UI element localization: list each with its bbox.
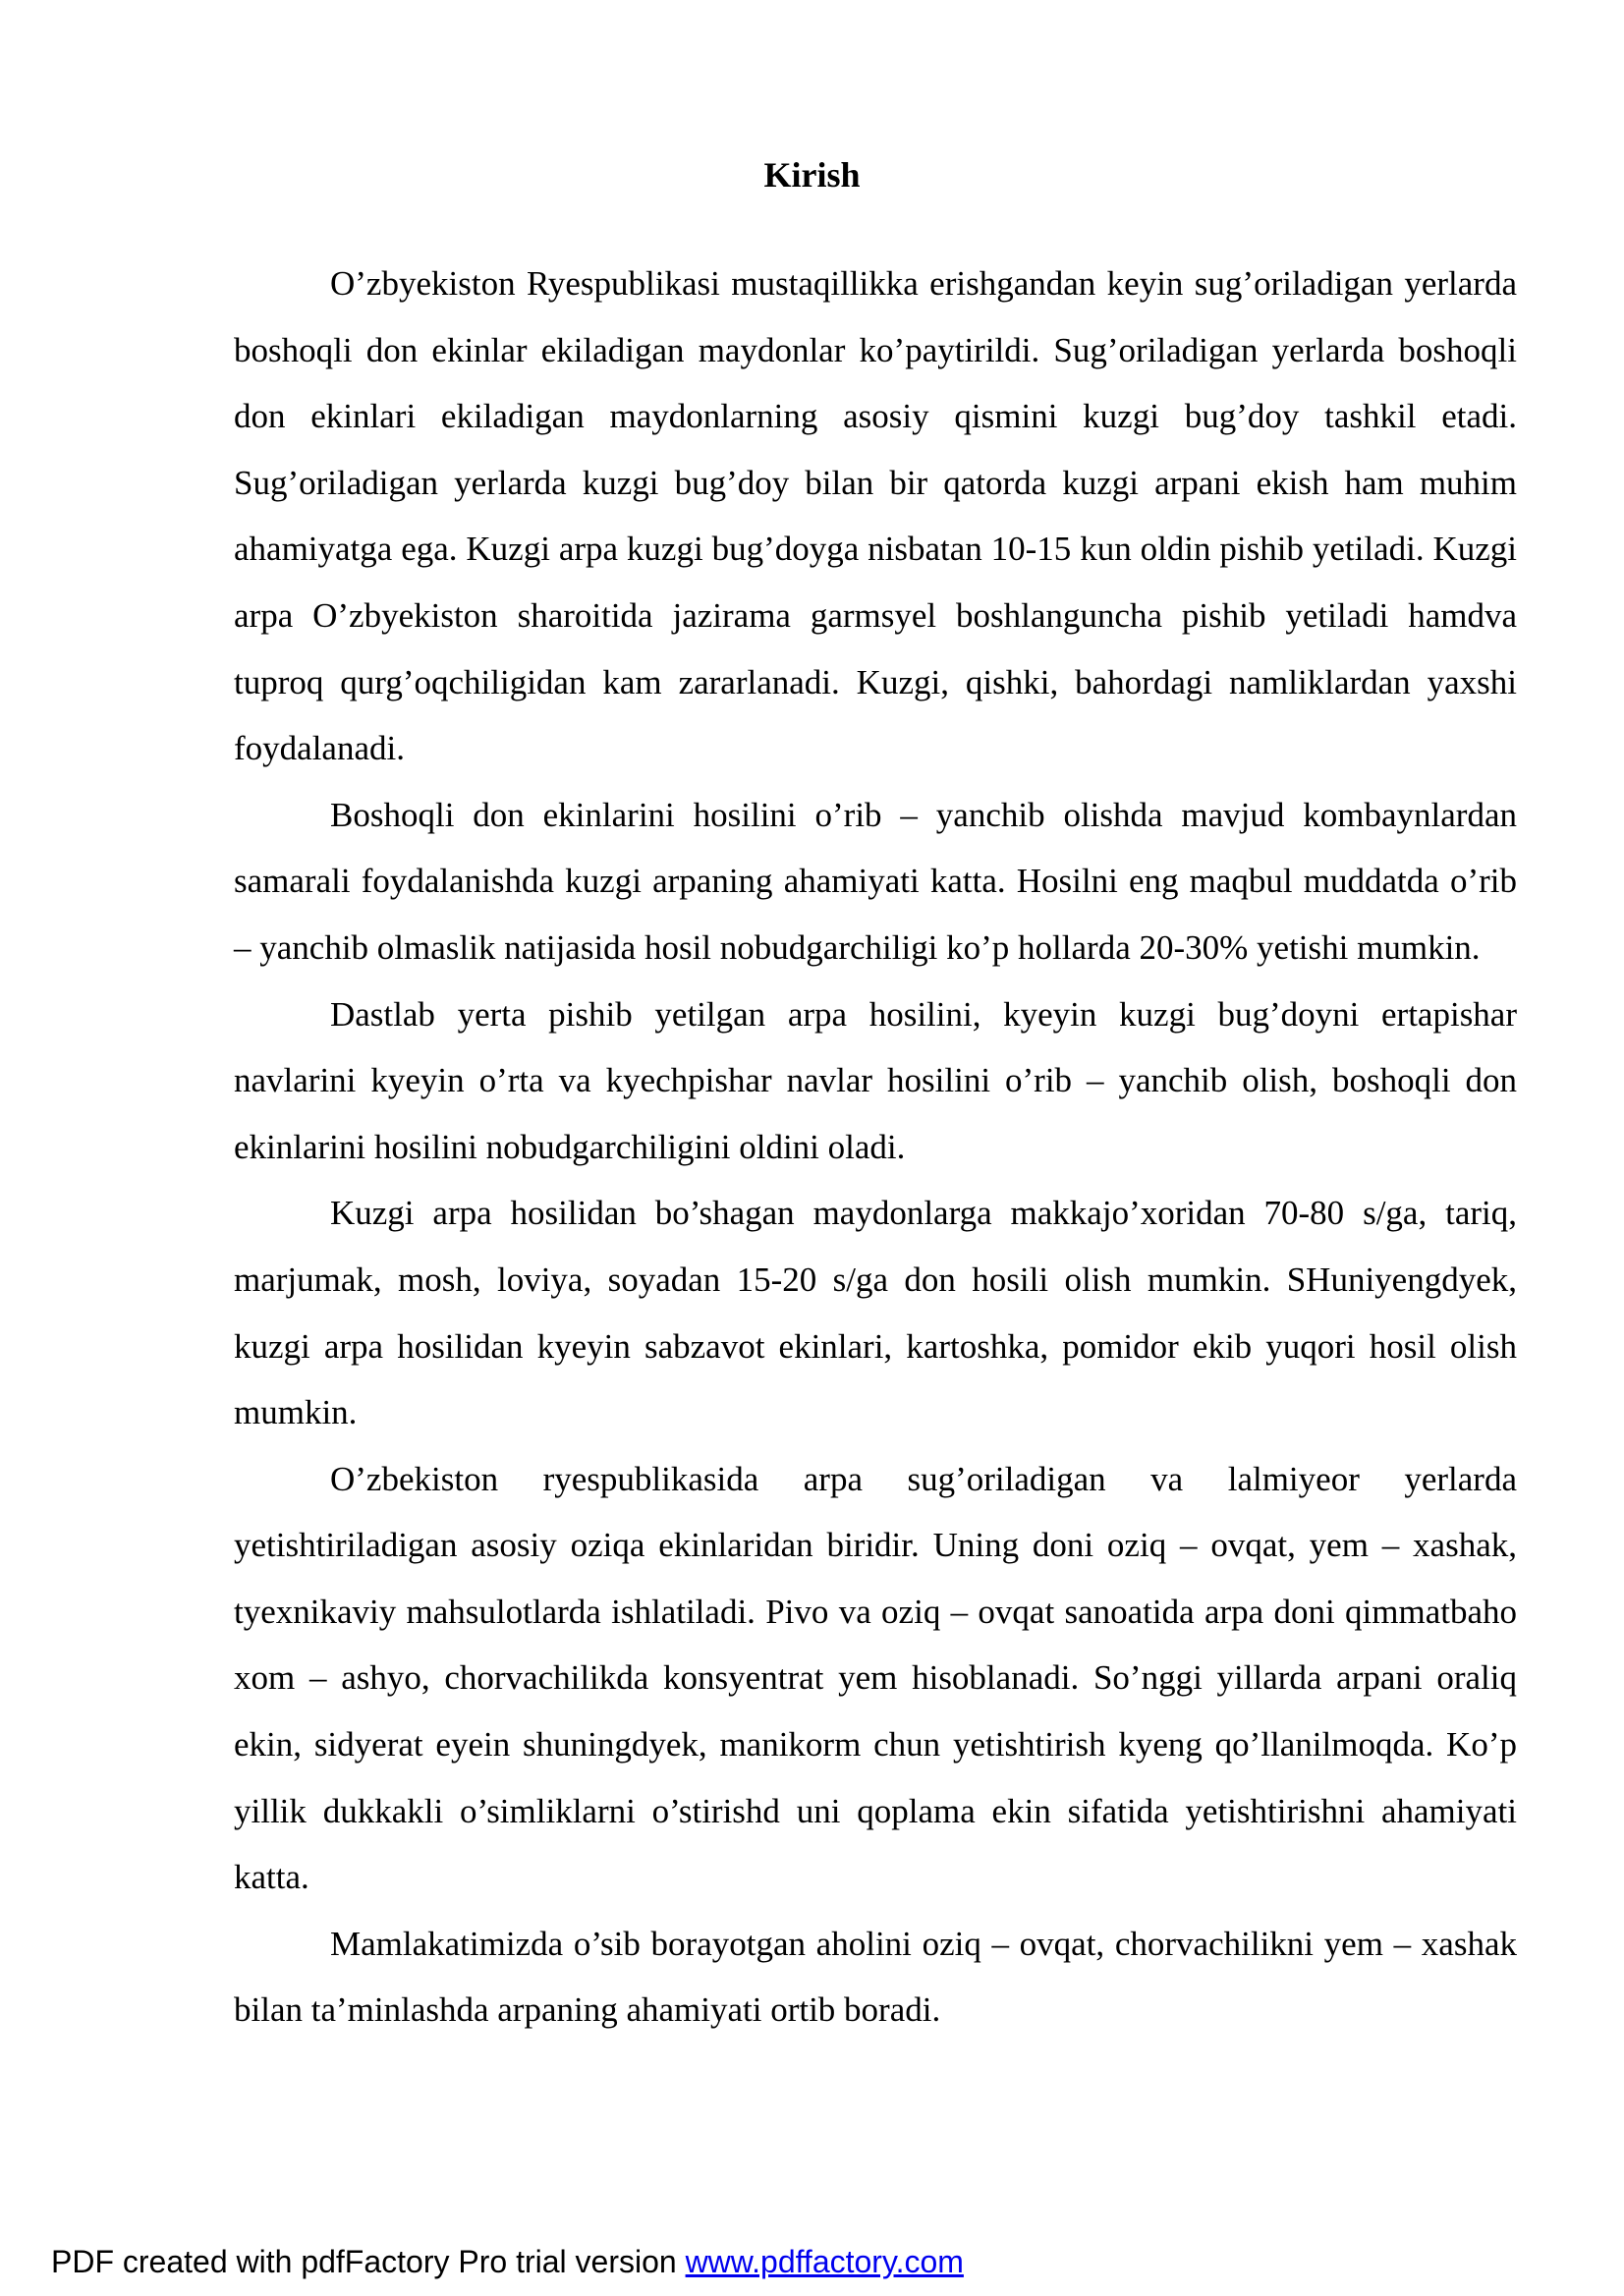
paragraph-1: O’zbyekiston Ryespublikasi mustaqillikka erishgandan keyin sug’oriladigan yerlarda boshoqli don ekinlar ekiladigan maydonlar ko’paytirildi. Sug’oriladigan yerlarda boshoqli don ekinlari ekiladigan maydonlarning asosiy qismini kuzgi bug’doy tashkil etadi. Sug’oriladigan yerlarda kuzgi bug’doy bilan bir qatorda kuzgi arpani ekish ham muhim ahamiyatga ega. Kuzgi arpa kuzgi bug’doyga nisbatan 10-15 kun oldin pishib yetiladi. Kuzgi arpa O’zbyekiston sharoitida jazirama garmsyel boshlanguncha pishib yetiladi hamdva tuproq qurg’oqchiligidan kam zararlanadi. Kuzgi, qishki, bahordagi namliklardan yaxshi foydalanadi. (234, 264, 1517, 768)
pdf-footer (51, 2242, 964, 2281)
document-body (234, 251, 1517, 2044)
paragraph-6: Mamlakatimizda o’sib borayotgan aholini oziq – ovqat, chorvachilikni yem – xashak bilan ta’minlashda arpaning ahamiyati ortib boradi. (234, 1924, 1517, 2030)
page-title: Kirish (763, 155, 861, 195)
footer-link[interactable]: www.pdffactory.com (685, 2244, 964, 2279)
paragraph-5: O’zbekiston ryespublikasida arpa sug’oriladigan va lalmiyeor yerlarda yetishtiriladigan asosiy oziqa ekinlaridan biridir. Uning doni oziq – ovqat, yem – xashak, tyexnikaviy mahsulotlarda ishlatiladi. Pivo va oziq – ovqat sanoatida arpa doni qimmatbaho xom – ashyo, chorvachilikda konsyentrat yem hisoblanadi. So’nggi yillarda arpani oraliq ekin, sidyerat eyein shuningdyek, manikorm chun yetishtirish kyeng qo’llanilmoqda. Ko’p yillik dukkakli o’simliklarni o’stirishd uni qoplama ekin sifatida yetishtirishni ahamiyati katta. (234, 1459, 1517, 1897)
paragraph-3: Dastlab yerta pishib yetilgan arpa hosilini, kyeyin kuzgi bug’doyni ertapishar navlarini kyeyin o’rta va kyechpishar navlar hosilini o’rib – yanchib olish, boshoqli don ekinlarini hosilini nobudgarchiligini oldini oladi. (234, 994, 1517, 1166)
paragraph-4: Kuzgi arpa hosilidan bo’shagan maydonlarga makkajo’xoridan 70-80 s/ga, tariq, marjumak, mosh, loviya, soyadan 15-20 s/ga don hosili olish mumkin. SHuniyengdyek, kuzgi arpa hosilidan kyeyin sabzavot ekinlari, kartoshka, pomidor ekib yuqori hosil olish mumkin. (234, 1194, 1517, 1432)
paragraph-2: Boshoqli don ekinlarini hosilini o’rib – yanchib olishda mavjud kombaynlardan samarali foydalanishda kuzgi arpaning ahamiyati katta. Hosilni eng maqbul muddatda o’rib – yanchib olmaslik natijasida hosil nobudgarchiligi ko’p hollarda 20-30% yetishi mumkin. (234, 795, 1517, 967)
footer-text: PDF created with pdfFactory Pro trial version (51, 2244, 686, 2279)
